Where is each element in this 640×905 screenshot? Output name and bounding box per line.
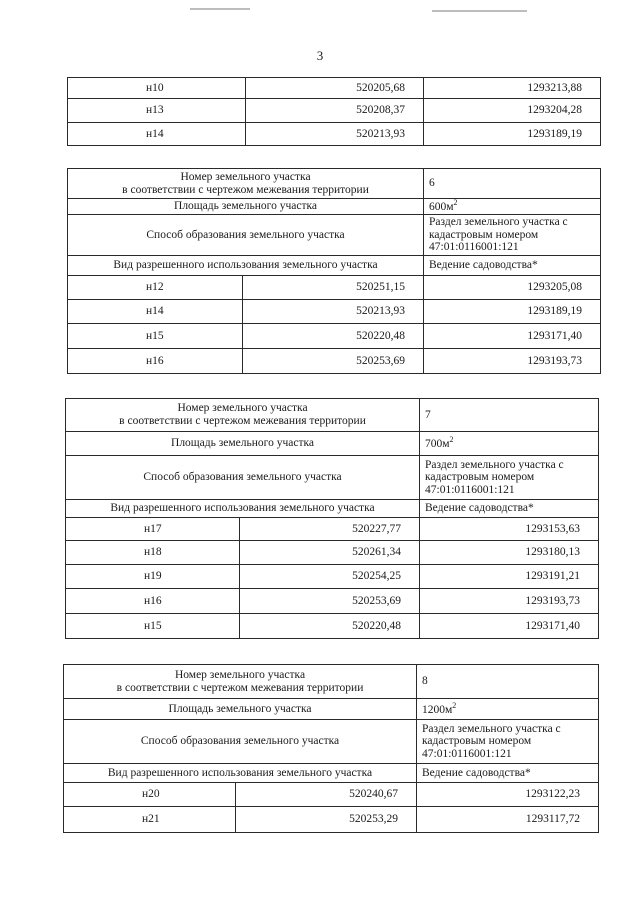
- use-label: Вид разрешенного использования земельного участка: [64, 764, 417, 783]
- method-line: Раздел земельного участка с: [422, 722, 561, 735]
- point-label: н16: [68, 349, 243, 374]
- x-coordinate: 520208,37: [246, 99, 424, 123]
- table-row: [68, 300, 601, 324]
- plot-number-value: 7: [420, 399, 599, 432]
- method-label: Способ образования земельного участка: [64, 720, 417, 764]
- x-coordinate: 520251,15: [243, 276, 424, 300]
- area-number: 700м: [425, 438, 450, 451]
- table-row: [66, 541, 599, 565]
- y-coordinate: 1293213,88: [424, 78, 601, 99]
- use-label: Вид разрешенного использования земельного участка: [66, 500, 420, 518]
- point-label: н14: [68, 300, 243, 324]
- plot-number-value: 6: [424, 169, 601, 199]
- x-coordinate: 520205,68: [246, 78, 424, 99]
- y-coordinate: 1293189,19: [424, 300, 601, 324]
- table-row: [66, 589, 599, 614]
- method-value: [417, 720, 599, 764]
- area-label: Площадь земельного участка: [64, 699, 417, 720]
- y-coordinate: 1293189,19: [424, 123, 601, 146]
- y-coordinate: 1293180,13: [420, 541, 599, 565]
- method-value: [420, 456, 599, 500]
- table-row: [66, 518, 599, 541]
- x-coordinate: 520261,34: [240, 541, 420, 565]
- point-label: н13: [68, 99, 246, 123]
- area-row: [68, 199, 601, 215]
- method-line: кадастровым номером: [425, 471, 535, 484]
- x-coordinate: 520220,48: [240, 614, 420, 639]
- point-label: н15: [68, 324, 243, 349]
- area-value: [424, 199, 601, 215]
- plot-number-label: [64, 665, 417, 699]
- method-row: [68, 215, 601, 256]
- use-label: Вид разрешенного использования земельного участка: [68, 256, 424, 276]
- cadastral-number: 47:01:0116001:121: [422, 747, 512, 760]
- method-line: кадастровым номером: [422, 735, 532, 748]
- y-coordinate: 1293153,63: [420, 518, 599, 541]
- plot-table-7: [65, 398, 599, 639]
- point-label: н19: [66, 565, 240, 589]
- area-number: 1200м: [422, 703, 453, 716]
- use-row: [68, 256, 601, 276]
- area-value: [420, 432, 599, 456]
- method-value: [424, 215, 601, 256]
- coordinates-table-continued: [67, 77, 601, 146]
- area-unit-exponent: 2: [453, 198, 458, 208]
- scan-mark-right: [432, 10, 527, 12]
- point-label: н20: [64, 783, 236, 807]
- y-coordinate: 1293191,21: [420, 565, 599, 589]
- table-row: [68, 324, 601, 349]
- point-label: н15: [66, 614, 240, 639]
- x-coordinate: 520213,93: [246, 123, 424, 146]
- point-label: н12: [68, 276, 243, 300]
- area-label: Площадь земельного участка: [68, 199, 424, 215]
- label-line: Номер земельного участка: [174, 668, 306, 681]
- area-number: 600м: [429, 201, 454, 214]
- use-value: Ведение садоводства*: [424, 256, 601, 276]
- area-unit-exponent: 2: [452, 700, 457, 710]
- label-line: в соответствии с чертежом межевания территории: [122, 183, 369, 196]
- x-coordinate: 520240,67: [236, 783, 417, 807]
- x-coordinate: 520227,77: [240, 518, 420, 541]
- label-line: в соответствии с чертежом межевания территории: [116, 681, 364, 694]
- plot-number-row: [66, 399, 599, 432]
- point-label: н16: [66, 589, 240, 614]
- x-coordinate: 520253,69: [240, 589, 420, 614]
- table-row: [68, 99, 601, 123]
- method-row: [66, 456, 599, 500]
- y-coordinate: 1293205,08: [424, 276, 601, 300]
- x-coordinate: 520253,29: [236, 807, 417, 833]
- x-coordinate: 520254,25: [240, 565, 420, 589]
- label-line: в соответствии с чертежом межевания территории: [119, 415, 366, 427]
- use-value: Ведение садоводства*: [417, 764, 599, 783]
- y-coordinate: 1293122,23: [417, 783, 599, 807]
- cadastral-number: 47:01:0116001:121: [425, 483, 515, 496]
- method-label: Способ образования земельного участка: [66, 456, 420, 500]
- table-row: [68, 78, 601, 99]
- x-coordinate: 520253,69: [243, 349, 424, 374]
- area-row: [66, 432, 599, 456]
- label-line: Номер земельного участка: [177, 402, 308, 415]
- scan-mark-left: [190, 8, 250, 10]
- area-row: [64, 699, 599, 720]
- method-line: Раздел земельного участка с: [425, 458, 564, 471]
- table-row: [64, 783, 599, 807]
- x-coordinate: 520213,93: [243, 300, 424, 324]
- plot-number-label: [68, 169, 424, 199]
- plot-table-8: [63, 664, 599, 833]
- plot-number-row: [64, 665, 599, 699]
- y-coordinate: 1293204,28: [424, 99, 601, 123]
- table-row: [66, 565, 599, 589]
- use-value: Ведение садоводства*: [420, 500, 599, 518]
- table-row: [66, 614, 599, 639]
- method-row: [64, 720, 599, 764]
- point-label: н14: [68, 123, 246, 146]
- y-coordinate: 1293171,40: [420, 614, 599, 639]
- y-coordinate: 1293193,73: [420, 589, 599, 614]
- y-coordinate: 1293171,40: [424, 324, 601, 349]
- use-row: [64, 764, 599, 783]
- area-unit-exponent: 2: [449, 435, 454, 445]
- method-line: Раздел земельного участка с: [429, 216, 568, 229]
- table-row: [64, 807, 599, 833]
- page-number: 3: [316, 48, 324, 63]
- use-row: [66, 500, 599, 518]
- method-line: кадастровым номером: [429, 228, 539, 241]
- cadastral-number: 47:01:0116001:121: [429, 241, 519, 254]
- label-line: Номер земельного участка: [180, 170, 311, 183]
- point-label: н21: [64, 807, 236, 833]
- plot-number-row: [68, 169, 601, 199]
- y-coordinate: 1293117,72: [417, 807, 599, 833]
- table-row: [68, 123, 601, 146]
- point-label: н17: [66, 518, 240, 541]
- plot-number-value: 8: [417, 665, 599, 699]
- method-label: Способ образования земельного участка: [68, 215, 424, 256]
- area-value: [417, 699, 599, 720]
- plot-number-label: [66, 399, 420, 432]
- point-label: н10: [68, 78, 246, 99]
- area-label: Площадь земельного участка: [66, 432, 420, 456]
- table-row: [68, 349, 601, 374]
- plot-table-6: [67, 168, 601, 374]
- table-row: [68, 276, 601, 300]
- y-coordinate: 1293193,73: [424, 349, 601, 374]
- point-label: н18: [66, 541, 240, 565]
- x-coordinate: 520220,48: [243, 324, 424, 349]
